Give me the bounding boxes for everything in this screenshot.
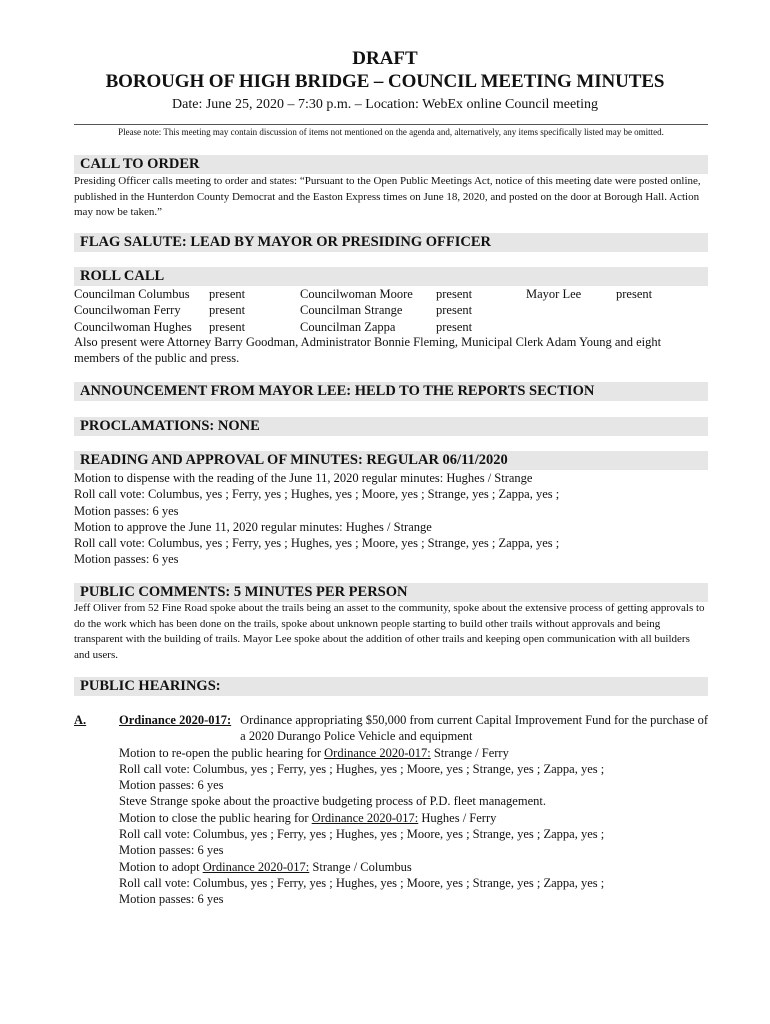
minutes-line: Roll call vote: Columbus, yes ; Ferry, yes ; Hughes, yes ; Moore, yes ; Strange, yes ; Zappa, yes ; (74, 487, 560, 502)
roll-status: present (436, 287, 473, 301)
document-header (0, 48, 770, 115)
section-heading-public-comments: PUBLIC COMMENTS: 5 MINUTES PER PERSON (74, 583, 708, 602)
minutes-motions (74, 470, 708, 568)
section-heading-roll-call: ROLL CALL (74, 267, 708, 286)
ordinance-reference: Ordinance 2020-017: (202, 859, 310, 874)
roll-name: Councilman Strange (300, 303, 403, 318)
section-heading-call-to-order: CALL TO ORDER (74, 155, 708, 174)
roll-status: present (209, 319, 246, 334)
roll-name: Councilwoman Moore (300, 287, 413, 301)
minutes-line: Motion passes: 6 yes (74, 503, 179, 518)
roll-call-vote: Roll call vote: Columbus, yes ; Ferry, yes ; Hughes, yes ; Moore, yes ; Strange, yes ; Zappa, yes ; (119, 875, 605, 890)
section-heading-flag-salute: FLAG SALUTE: LEAD BY MAYOR OR PRESIDING OFFICER (74, 233, 708, 252)
minutes-line: Motion passes: 6 yes (74, 552, 179, 567)
section-heading-minutes: READING AND APPROVAL OF MINUTES: REGULAR 06/11/2020 (74, 451, 708, 470)
motion-result: Motion passes: 6 yes (119, 843, 224, 858)
ordinance-reference: Ordinance 2020-017: (311, 810, 419, 825)
document-title: BOROUGH OF HIGH BRIDGE – COUNCIL MEETING MINUTES (105, 71, 665, 92)
roll-status: present (209, 303, 246, 318)
roll-call-vote: Roll call vote: Columbus, yes ; Ferry, yes ; Hughes, yes ; Moore, yes ; Strange, yes ; Zappa, yes ; (119, 761, 605, 776)
section-heading-announcement: ANNOUNCEMENT FROM MAYOR LEE: HELD TO THE REPORTS SECTION (74, 382, 708, 401)
roll-name: Mayor Lee (526, 287, 582, 301)
roll-name: Councilwoman Hughes (74, 319, 192, 334)
section-heading-proclamations: PROCLAMATIONS: NONE (74, 417, 708, 436)
minutes-line: Motion to dispense with the reading of the June 11, 2020 regular minutes: Hughes / Strange (74, 471, 533, 485)
roll-name: Councilman Columbus (74, 287, 190, 301)
close-motion: Motion to close the public hearing for Ordinance 2020-017: Hughes / Ferry (119, 810, 497, 825)
minutes-line: Motion to approve the June 11, 2020 regular minutes: Hughes / Strange (74, 519, 432, 534)
ordinance-description: Ordinance appropriating $50,000 from current Capital Improvement Fund for the purchase of a 2020 Durango Police Vehicle and equipment (240, 713, 709, 744)
call-to-order-text: Presiding Officer calls meeting to order and states: “Pursuant to the Open Public Meetings Act, notice of this meeting date were posted online, published in the Hunterdon County Democrat and the Easton Express times on June 18, 2020, and posted on the door at Borough Hall. Action may now be taken.” (74, 175, 701, 219)
roll-status: present (436, 303, 473, 318)
hearing-comment: Steve Strange spoke about the proactive budgeting process of P.D. fleet management. (119, 794, 546, 809)
section-heading-public-hearings: PUBLIC HEARINGS: (74, 677, 708, 696)
adopt-motion: Motion to adopt Ordinance 2020-017: Strange / Columbus (119, 859, 412, 874)
public-comments-text: Jeff Oliver from 52 Fine Road spoke about the trails being an asset to the community, spoke about the extensive process of getting approvals to do the work which has been done on the trails, spoke about unknown people starting to build other trails without approvals and being transparent with the building of trails. Mayor Lee spoke about the addition of other trails and keeping open communication with all builders and users. (74, 602, 705, 661)
hearing-item-body (119, 712, 709, 908)
agenda-note: Please note: This meeting may contain discussion of items not mentioned on the agenda and, alternatively, any items specifically listed may be omitted. (118, 127, 664, 137)
meeting-date-line: Date: June 25, 2020 – 7:30 p.m. – Location: WebEx online Council meeting (172, 97, 598, 112)
hearing-item-title-row (119, 712, 709, 745)
roll-status: present (209, 287, 246, 301)
roll-status: present (436, 319, 473, 334)
public-hearing-item (74, 712, 708, 912)
hearing-item-letter: A. (74, 713, 87, 727)
motion-result: Motion passes: 6 yes (119, 778, 224, 793)
header-divider (74, 124, 708, 125)
roll-status: present (616, 287, 653, 301)
roll-call-table (74, 286, 708, 336)
ordinance-number: Ordinance 2020-017: (119, 713, 232, 727)
roll-name: Councilwoman Ferry (74, 303, 181, 318)
roll-call-vote: Roll call vote: Columbus, yes ; Ferry, yes ; Hughes, yes ; Moore, yes ; Strange, yes ; Zappa, yes ; (119, 827, 605, 842)
reopen-motion: Motion to re-open the public hearing for Ordinance 2020-017: Strange / Ferry (119, 745, 509, 760)
also-present-text: Also present were Attorney Barry Goodman, Administrator Bonnie Fleming, Municipal Clerk Adam Young and eight members of the public and press. (74, 335, 662, 366)
draft-label: DRAFT (352, 48, 418, 69)
minutes-line: Roll call vote: Columbus, yes ; Ferry, yes ; Hughes, yes ; Moore, yes ; Strange, yes ; Zappa, yes ; (74, 536, 560, 551)
motion-result: Motion passes: 6 yes (119, 892, 224, 907)
roll-name: Councilman Zappa (300, 319, 396, 334)
ordinance-reference: Ordinance 2020-017: (324, 745, 431, 760)
